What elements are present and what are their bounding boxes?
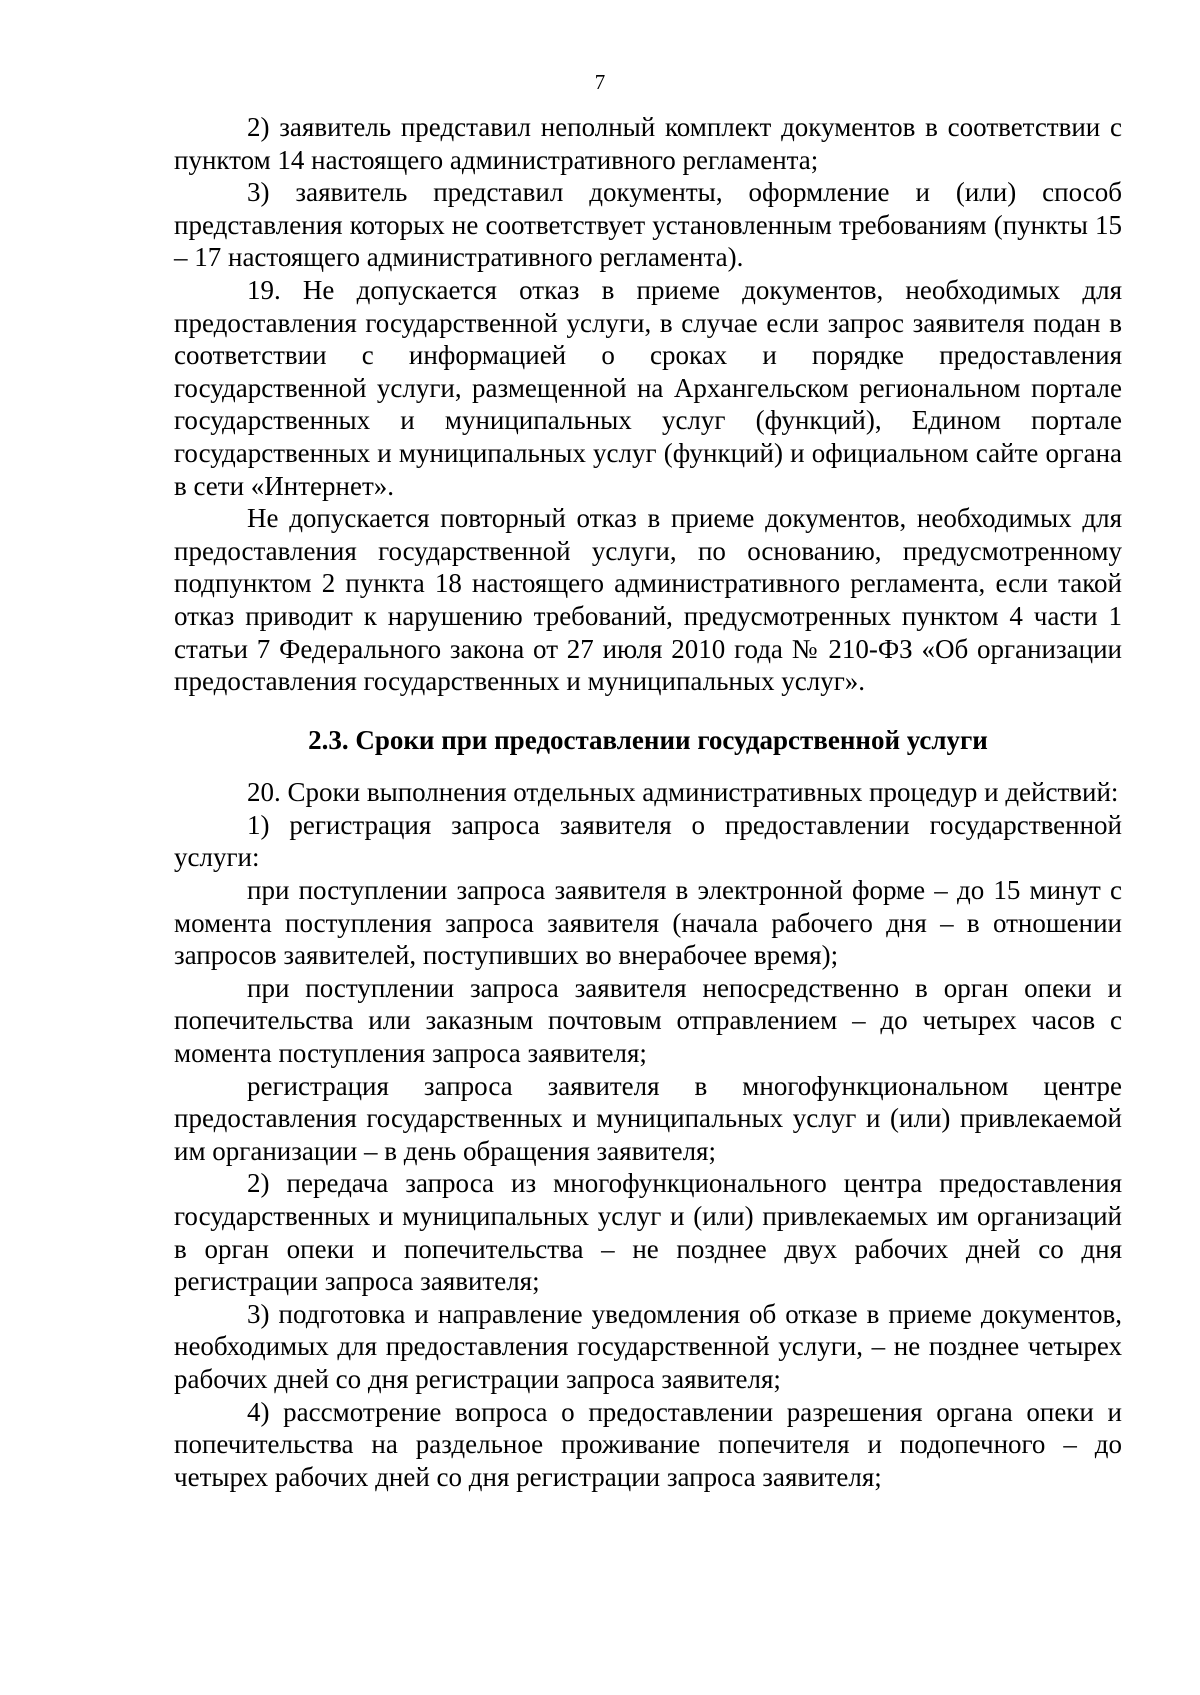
document-body — [174, 111, 1122, 1493]
paragraph-direct-submission: при поступлении запроса заявителя непосредственно в орган опеки и попечительства или заказным почтовым отправлением – до четырех часов с момента поступления запроса заявителя; — [174, 972, 1122, 1069]
paragraph-item-2: 2) заявитель представил неполный комплект документов в соответствии с пунктом 14 настоящего административного регламента; — [174, 112, 1122, 175]
section-heading: 2.3. Сроки при предоставлении государственной услуги — [308, 724, 988, 755]
paragraph-transfer: 2) передача запроса из многофункционального центра предоставления государственных и муниципальных услуг и (или) привлекаемых им организаций в орган опеки и попечительства – не позднее двух рабочих дней со дня регистрации запроса заявителя; — [174, 1168, 1122, 1297]
paragraph-mfc-registration: регистрация запроса заявителя в многофункциональном центре предоставления государственных и муниципальных услуг и (или) привлекаемой им организации – в день обращения заявителя; — [174, 1070, 1122, 1166]
paragraph-electronic-form: при поступлении запроса заявителя в электронной форме – до 15 минут с момента поступления запроса заявителя (начала рабочего дня – в отношении запросов заявителей, поступивших во внерабочее время); — [174, 875, 1122, 971]
paragraph-point-20: 20. Сроки выполнения отдельных административных процедур и действий: — [247, 777, 1119, 808]
paragraph-refusal-notice: 3) подготовка и направление уведомления об отказе в приеме документов, необходимых для предоставления государственной услуги, – не позднее четырех рабочих дней со дня регистрации запроса заявителя; — [174, 1298, 1122, 1394]
page-number: 7 — [594, 70, 606, 94]
paragraph-review: 4) рассмотрение вопроса о предоставлении разрешения органа опеки и попечительства на раздельное проживание попечителя и подопечного – до четырех рабочих дней со дня регистрации запроса заявителя; — [174, 1396, 1122, 1492]
paragraph-item-3: 3) заявитель представил документы, оформление и (или) способ представления которых не соответствует установленным требованиям (пункты 15 – 17 настоящего административного регламента). — [174, 177, 1122, 273]
paragraph-point-19: 19. Не допускается отказ в приеме документов, необходимых для предоставления государственной услуги, в случае если запрос заявителя подан в соответствии с информацией о сроках и порядке предоставления государственной услуги, размещенной на Архангельском региональном портале государственных и муниципальных услуг (функций), Едином портале государственных и муниципальных услуг (функций) и официальном сайте органа в сети «Интернет». — [174, 274, 1122, 501]
paragraph-registration: 1) регистрация запроса заявителя о предоставлении государственной услуги: — [174, 809, 1122, 873]
paragraph-repeat-refusal: Не допускается повторный отказ в приеме документов, необходимых для предоставления государственной услуги, по основанию, предусмотренному подпунктом 2 пункта 18 настоящего административного регламента, если такой отказ приводит к нарушению требований, предусмотренных пунктом 4 части 1 статьи 7 Федерального закона от 27 июля 2010 года № 210-ФЗ «Об организации предоставления государственных и муниципальных услуг». — [174, 503, 1122, 697]
